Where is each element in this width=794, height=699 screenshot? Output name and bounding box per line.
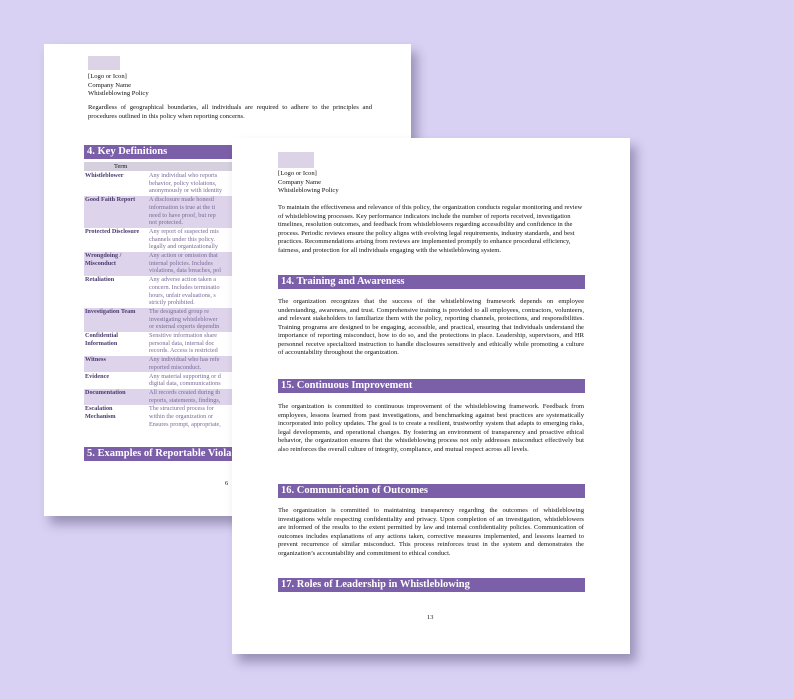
definition-line: Any material supporting or d xyxy=(149,372,221,380)
definition-line: Any action or omission that xyxy=(149,252,218,259)
document-title: Whistleblowing Policy xyxy=(278,187,339,195)
section-heading: 5. Examples of Reportable Viola xyxy=(84,447,277,461)
definition-line: within the organization or xyxy=(149,413,213,420)
page-header xyxy=(88,73,149,99)
definition-text xyxy=(149,228,232,251)
definition-term: Documentation xyxy=(85,388,126,396)
definition-term: Whistleblower xyxy=(85,172,124,179)
definition-line: The structured process for xyxy=(149,405,214,413)
definition-line: records. Access is restricted xyxy=(149,347,218,355)
table-row xyxy=(84,356,232,372)
section-heading: 15. Continuous Improvement xyxy=(278,379,585,393)
definition-text xyxy=(149,172,232,195)
definition-line: Ensures prompt, appropriate, xyxy=(149,420,221,428)
table-row xyxy=(84,405,232,429)
definition-text xyxy=(149,196,232,227)
definition-line: anonymously or with identity xyxy=(149,187,223,195)
definition-term: Evidence xyxy=(85,372,110,380)
section-heading: 4. Key Definitions xyxy=(84,145,277,159)
table-row xyxy=(84,276,232,308)
table-row xyxy=(84,228,232,252)
definition-term: Escalation Mechanism xyxy=(85,405,116,420)
company-name: Company Name xyxy=(278,178,322,186)
definition-line: internal policies. Includes xyxy=(149,259,213,267)
definition-line: not protected. xyxy=(149,219,184,227)
logo-label: [Logo or Icon] xyxy=(278,170,317,177)
logo-placeholder xyxy=(88,56,120,70)
definition-term: Confidential Information xyxy=(85,332,119,347)
definition-term: Wrongdoing / Misconduct xyxy=(85,252,122,267)
section-heading: 17. Roles of Leadership in Whistleblowing xyxy=(278,578,585,592)
definition-text xyxy=(149,389,232,404)
definition-line: reports, statements, findings, xyxy=(149,396,221,404)
definition-text xyxy=(149,356,232,371)
table-row xyxy=(84,252,232,276)
definition-text xyxy=(149,308,232,331)
definition-line: hours, unfair evaluations, s xyxy=(149,291,216,299)
definition-line: Any individual who reports xyxy=(149,172,218,179)
table-row xyxy=(84,308,232,332)
page-number: 13 xyxy=(427,614,434,621)
definition-term: Witness xyxy=(85,356,106,364)
definition-line: Any individual who has refe xyxy=(149,356,220,364)
definition-line: Any adverse action taken a xyxy=(149,276,217,284)
definition-line: The designated group re xyxy=(149,307,209,315)
definition-line: reported misconduct. xyxy=(149,363,202,371)
definition-term: Investigation Team xyxy=(85,307,136,315)
table-header: Term xyxy=(84,162,232,171)
definition-line: channels under this policy. xyxy=(149,235,215,243)
document-page-front xyxy=(232,138,630,654)
definition-text xyxy=(149,252,232,275)
definition-line: violations, data breaches, pol xyxy=(149,267,221,275)
definition-line: digital data, communications xyxy=(149,380,221,388)
section-heading: 16. Communication of Outcomes xyxy=(278,484,585,498)
definition-line: A disclosure made honestl xyxy=(149,196,215,204)
definition-line: investigating whistleblower xyxy=(149,315,218,323)
logo-placeholder xyxy=(278,152,314,168)
definition-line: strictly prohibited. xyxy=(149,299,195,307)
company-name: Company Name xyxy=(88,81,132,89)
page-number: 6 xyxy=(225,480,229,487)
logo-label: [Logo or Icon] xyxy=(88,73,127,80)
table-row xyxy=(84,373,232,389)
definition-term: Protected Disclosure xyxy=(85,227,140,235)
section-heading: 14. Training and Awareness xyxy=(278,275,585,289)
definition-line: All records created during th xyxy=(149,388,221,396)
definition-line: legally and organizationally xyxy=(149,243,218,251)
definition-text xyxy=(149,373,232,388)
intro-paragraph: To maintain the effectiveness and relevance of this policy, the organization conducts regular monitoring and review of whistleblowing processes. Key performance indicators include the number of reports received, investigation timelines, resolution outcomes, and feedback from whistleblowers regarding accessibility and confidence in the process. Periodic reviews ensure the policy aligns with evolving legal requirements, industry standards, and best practices. Recommendations arising from reviews are implemented promptly to enhance procedural efficiency, fairness, and protection for all individuals engaging with the whistleblowing system. xyxy=(278,204,583,254)
definition-text xyxy=(149,332,232,355)
definition-line: information is true at the ti xyxy=(149,203,216,211)
table-row xyxy=(84,389,232,405)
definition-text xyxy=(149,405,232,428)
section-paragraph: The organization recognizes that the success of the whistleblowing framework depends on employee understanding, awareness, and trust. Comprehensive training is provided to all employees, contractors, volunteers, and relevant stakeholders to familiarize them with the policy, reporting channels, protections, and responsibilities. Training programs are designed to be engaging, accessible, and practical, ensuring that individuals understand the importance of reporting misconduct, how to do so, and the protections in place. Leadership, supervisors, and HR personnel receive specialized instruction to handle disclosures sensitively and ethically while promoting a culture of accountability throughout the organization. xyxy=(278,298,584,357)
section-paragraph: The organization is committed to maintaining transparency regarding the outcomes of whistleblowing investigations while respecting confidentiality and privacy. Upon completion of an investigation, whistleblowers are informed of the results to the extent permitted by law and internal confidentiality policies. Communication of outcomes includes explanations of any actions taken, corrective measures implemented, and lessons learned to prevent recurrence of similar misconduct. This process reinforces trust in the system and demonstrates the organization’s accountability and commitment to ethical conduct. xyxy=(278,507,584,557)
page-header xyxy=(278,170,339,196)
table-row xyxy=(84,196,232,228)
definition-line: personal data, internal doc xyxy=(149,339,215,347)
definition-line: Sensitive information share xyxy=(149,332,218,339)
table-row xyxy=(84,172,232,196)
definition-term: Retaliation xyxy=(85,276,115,284)
table-row xyxy=(84,332,232,356)
definition-line: need to have proof, but rep xyxy=(149,211,216,219)
intro-paragraph: Regardless of geographical boundaries, all individuals are required to adhere to the principles and procedures outlined in this policy when reporting concerns. xyxy=(88,104,372,120)
definition-line: behavior, policy violations, xyxy=(149,179,217,187)
definition-text xyxy=(149,276,232,307)
definition-line: Any report of suspected mis xyxy=(149,227,219,235)
document-title: Whistleblowing Policy xyxy=(88,90,149,98)
section-paragraph: The organization is committed to continuous improvement of the whistleblowing framework. Feedback from employees, lessons learned from past investigations, and benchmarking against best practices are systematically incorporated into policy updates. The goal is to create a resilient, trustworthy system that adapts to emerging risks, legal developments, and operational changes. By fostering an environment of transparency and proactive ethical behavior, the organization ensures that the whistleblowing process not only addresses misconduct effectively but also reinforces the overall culture of integrity, compliance, and mutual respect across all levels. xyxy=(278,403,584,453)
definition-line: or external experts dependin xyxy=(149,323,220,331)
definition-term: Good Faith Report xyxy=(85,196,136,204)
definition-line: concern. Includes terminatio xyxy=(149,283,220,291)
